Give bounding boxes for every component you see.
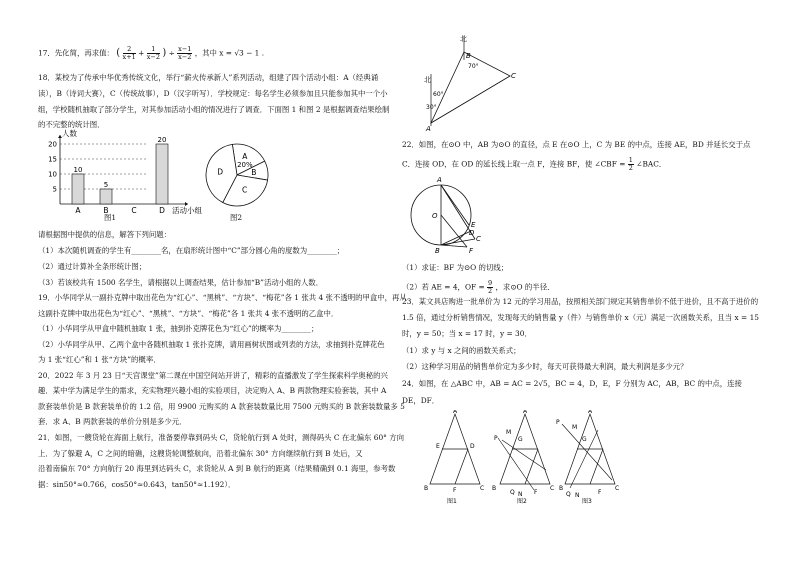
q21-line-1: 21．如图，一艘货轮在海面上航行，准备要停靠到码头 C，货轮航行到 A 处时，测得码头 C 在北偏东 60° 方向 — [38, 433, 405, 442]
q22-part-2: （2）若 AE = 4，OF = $\frac{9}{2}$ ，求⊙O 的半径． — [402, 279, 555, 295]
q19-part-2b: 为 1 张“红心”和 1 张“方块”的概率． — [38, 355, 161, 364]
q18-line-2: 读），B（诗词大赛），C（传统故事），D（汉字听写）．学校规定：每名学生必须参加且只能参加其中一个小 — [38, 89, 388, 98]
svg-text:Q: Q — [510, 489, 515, 496]
figure-1-caption: 图1 — [104, 213, 117, 222]
svg-text:N: N — [518, 491, 523, 498]
q18-instruction: 请根据图中提供的信息，解答下列问题： — [38, 230, 172, 239]
q19-part-1: （1）小华同学从甲盒中随机抽取 1 张，抽到扑克牌花色为“红心”的概率为________； — [38, 324, 319, 333]
point-b: B — [466, 52, 471, 60]
y-tick-label: 15 — [48, 155, 57, 164]
bar-value-label: 5 — [103, 181, 109, 189]
q23-part-1: （1）求 y 与 x 之间的函数关系式； — [402, 346, 521, 355]
angle-30: 30° — [426, 104, 437, 111]
y-tick-label: 10 — [48, 170, 57, 179]
point-c: C — [511, 72, 516, 80]
q19-part-2a: （2）小华同学从甲、乙两个盒中各随机抽取 1 张扑克牌，请用画树状图或列表的方法，求抽到扑克牌花色 — [38, 340, 385, 349]
q17: 17．先化简，再求值： ( $\frac{2}{x+1}$ + $\frac{1}{x-2}$ ) ÷ $\frac{x-1}{x-2}$ ，其中 x = √3 − 1 . — [38, 45, 265, 61]
svg-text:G: G — [582, 436, 587, 443]
pie-label-D: D — [217, 167, 224, 177]
y-axis-label: 人数 — [62, 129, 77, 138]
bar-value-label: 10 — [73, 166, 83, 174]
pie-label-C: C — [242, 185, 248, 195]
q24-caption-3: 图3 — [582, 498, 592, 505]
pie-label-A: A — [242, 151, 248, 161]
svg-text:A: A — [523, 410, 528, 415]
bar-value-label: 20 — [157, 136, 167, 144]
point-f: F — [469, 247, 474, 255]
svg-text:G: G — [518, 436, 523, 443]
svg-text:E: E — [436, 443, 440, 450]
q21-line-2: 上．为了躲避 A，C 之间的暗礁，这艘货轮调整航向，沿着北偏东 30° 方向继续航行到 B 处后，又 — [38, 449, 363, 458]
q17-fraction-3: $\frac{x-1}{x-2}$ — [178, 45, 192, 61]
point-c: C — [476, 235, 481, 243]
svg-text:C: C — [480, 485, 485, 492]
pie-chart-figure-2 — [202, 140, 272, 210]
north-label-a: 北 — [424, 76, 431, 84]
q17-fraction-2: $\frac{1}{x-2}$ — [146, 45, 160, 61]
pie-percent-label: 20% — [237, 160, 253, 169]
q21-line-3: 沿着南偏东 70° 方向航行 20 海里到达码头 C，求货轮从 A 到 B 航行的距离（结果精确到 0.1 海里，参考数 — [38, 464, 396, 473]
q23-part-2: （2）这种学习用品的销售单价定为多少时，每天可获得最大利润，最大利润是多少元？ — [402, 362, 688, 371]
q22-of-fraction: $\frac{9}{2}$ — [488, 279, 493, 295]
figure-2-caption: 图2 — [230, 213, 243, 222]
svg-text:C: C — [550, 485, 555, 492]
q17-fraction-1: $\frac{2}{x+1}$ — [122, 45, 136, 61]
q18-part-3: （3）若该校共有 1500 名学生，请根据以上调查结果，估计参加“B”活动小组的人数． — [38, 278, 324, 287]
q22-line-1: 22．如图，在⊙O 中，AB 为⊙O 的直径，点 E 在⊙O 上，C 为 BE 的中点，连接 AE，BD 并延长交于点 — [402, 140, 751, 149]
q20-line-3: 款套装单价是 B 款套装单价的 1.2 倍，用 9900 元购买的 A 款套装数量比用 7500 元购买的 B 款套装数量多 5 — [38, 402, 405, 411]
y-tick-label: 5 — [52, 185, 57, 194]
q23-line-3: 时，y = 50；当 x = 17 时，y = 30． — [402, 329, 532, 338]
q24-figure-1 — [424, 410, 484, 494]
bar-A — [72, 174, 84, 204]
point-a: A — [426, 125, 431, 133]
svg-text:F: F — [598, 489, 602, 496]
point-a: A — [437, 176, 442, 184]
q18-part-2: （2）通过计算补全条形统计图； — [38, 262, 147, 271]
svg-text:B: B — [424, 485, 429, 492]
svg-text:Q: Q — [566, 491, 571, 498]
svg-text:F: F — [453, 487, 457, 494]
q18-line-4: 的不完整的统计图． — [38, 120, 105, 129]
svg-text:M: M — [572, 424, 578, 431]
bar-B — [100, 189, 112, 204]
svg-text:N: N — [575, 492, 580, 499]
svg-text:F: F — [534, 489, 538, 496]
q18-line-3: 组，学校随机抽取了部分学生，对其参加活动小组的情况进行了调查．下面图 1 和图 2 是根据调查结果绘制 — [38, 105, 390, 114]
svg-text:A: A — [453, 410, 458, 415]
x-tick-label: C — [131, 206, 137, 215]
svg-text:A: A — [588, 410, 593, 415]
point-o: O — [432, 212, 438, 220]
point-e: E — [471, 221, 476, 229]
q20-line-1: 20．2022 年 3 月 23 日“天宫课堂”第二课在中国空间站开讲了，精彩的直播激发了学生探索科学奥秘的兴 — [38, 371, 388, 380]
svg-text:B: B — [559, 485, 564, 492]
q21-navigation-diagram — [410, 34, 540, 134]
ac-line — [431, 76, 510, 123]
q24-caption-1: 图1 — [447, 498, 457, 505]
q22-half-fraction: $\frac{1}{2}$ — [628, 156, 633, 172]
svg-text:P: P — [494, 435, 498, 442]
q19-line-1: 19．小华同学从一副扑克牌中取出花色为“红心”、“黑桃”、“方块”、“梅花”各 1 张共 4 张不透明的甲盒中，再从 — [38, 293, 407, 302]
q23-line-1: 23．某文具店购进一批单价为 12 元的学习用品，按照相关部门规定其销售单价不低于进价，且不高于进价的 — [402, 297, 759, 306]
point-d: D — [469, 229, 475, 237]
q24-figure-2 — [492, 410, 554, 498]
angle-60: 60° — [433, 91, 444, 98]
line-bf — [441, 245, 467, 247]
q24-figures — [422, 410, 622, 505]
x-axis-label: 活动小组 — [172, 206, 202, 215]
q24-line-1: 24．如图，在 △ABC 中，AB = AC = 2√5，BC = 4，D，E，F 分别为 AC，AB，BC 的中点，连接 — [402, 379, 742, 388]
q21-line-4: 据：sin50°≈0.766，cos50°≈0.643，tan50°≈1.192）． — [38, 480, 236, 489]
angle-70: 70° — [468, 63, 479, 70]
q20-line-2: 趣．某中学为满足学生的需求，充实物理兴趣小组的实验项目，决定购入 A、B 两款物理实验套装，其中 A — [38, 386, 387, 395]
svg-text:M: M — [506, 429, 512, 436]
x-tick-label: D — [159, 206, 165, 215]
q19-line-2: 这副扑克牌中取出花色为“红心”、“黑桃”、“方块”、“梅花”各 1 张共 4 张不透明的乙盒中． — [38, 309, 339, 318]
q22-part-1: （1）求证：BF 为⊙O 的切线； — [402, 263, 509, 272]
svg-text:P: P — [556, 419, 560, 426]
pie-label-B: B — [251, 167, 257, 177]
q24-caption-2: 图2 — [517, 498, 527, 505]
svg-text:B: B — [492, 485, 497, 492]
svg-text:C: C — [615, 485, 620, 492]
q22-circle-diagram — [405, 173, 495, 263]
bar-D — [156, 144, 168, 204]
q23-line-2: 1.5 倍，通过分析销售情况，发现每天的销售量 y（件）与销售单价 x（元）满足一次函数关系，且当 x = 15 — [402, 313, 759, 322]
svg-text:D: D — [470, 443, 475, 450]
point-b: B — [435, 247, 440, 255]
north-label-b: 北 — [460, 35, 467, 43]
q20-line-4: 套．求 A、B 两款套装的单价分别是多少元． — [38, 417, 187, 426]
x-tick-label: A — [75, 206, 81, 215]
y-tick-label: 20 — [48, 140, 57, 149]
q18-part-1: （1）本次随机调查的学生有________名，在扇形统计图中“C”部分圆心角的度数为________； — [38, 246, 345, 255]
q24-line-2: DE，DF． — [402, 396, 440, 405]
bar-chart-figure-1 — [38, 129, 228, 221]
q22-line-2: C．连接 OD，在 OD 的延长线上取一点 F，连接 BF，使 ∠CBF = $\frac{1}{2}$ ∠BAC． — [402, 156, 667, 172]
x-tick-label: B — [103, 206, 109, 215]
q24-figure-3 — [556, 410, 619, 499]
q18-line-1: 18．某校为了传承中华优秀传统文化，举行“薪火传承新人”系列活动，组建了四个活动小组：A（经典诵 — [38, 73, 379, 82]
